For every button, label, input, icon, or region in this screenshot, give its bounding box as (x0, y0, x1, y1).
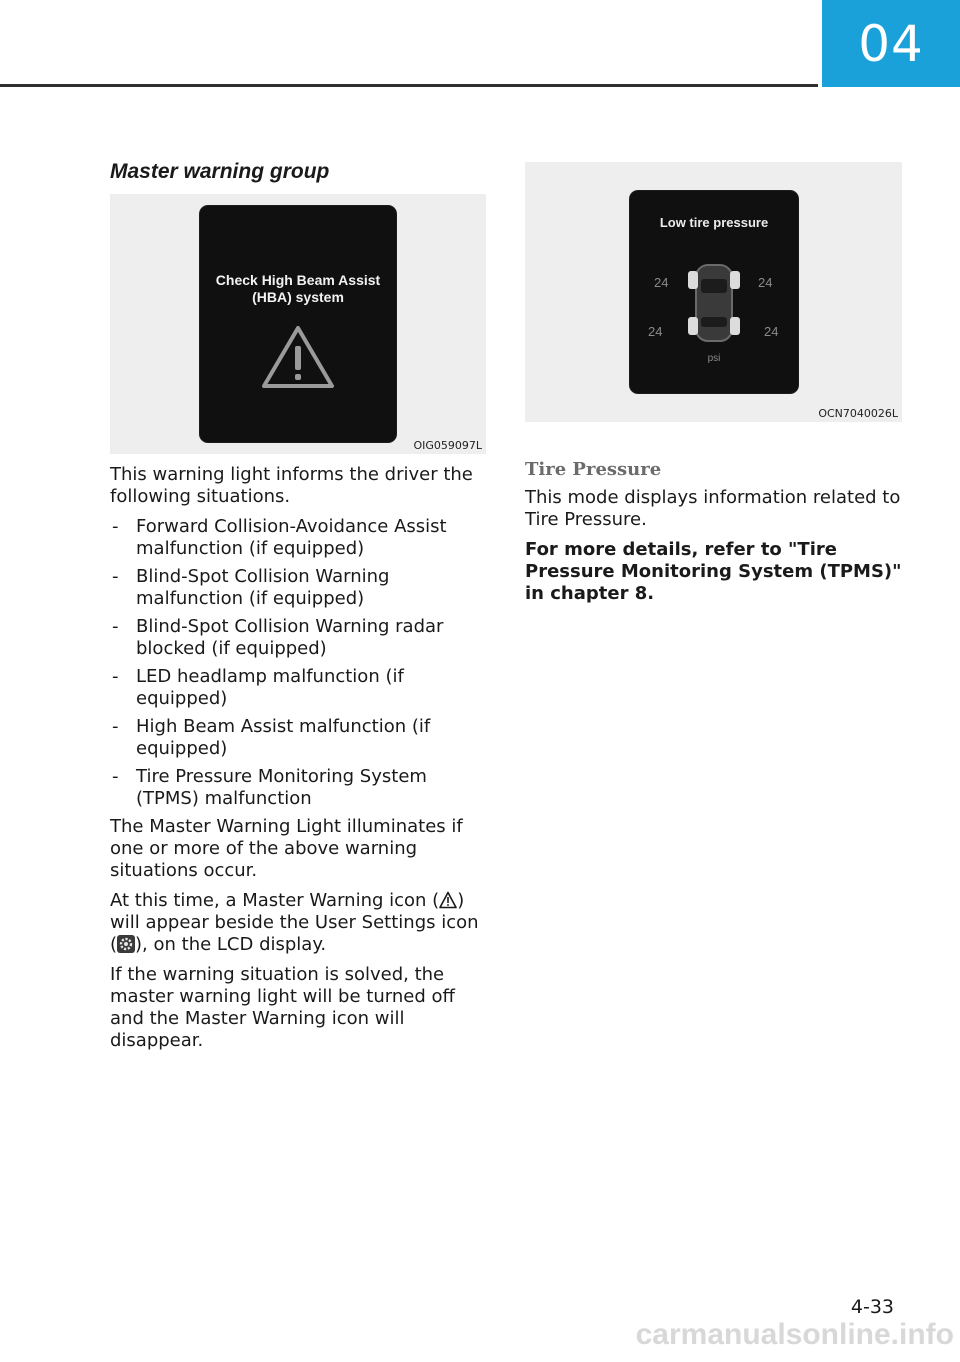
header-rule (0, 84, 818, 87)
list-item (110, 566, 490, 610)
tire-rear-left: 24 (648, 324, 663, 339)
list-item (110, 766, 490, 810)
warning-triangle-icon (260, 324, 336, 390)
figure-hba-warning (110, 194, 486, 454)
bullet-dash: - (112, 666, 119, 687)
resolution-paragraph: If the warning situation is solved, the master warning light will be turned off and the Master Warning icon will disappear. (110, 964, 455, 1051)
list-item (110, 516, 490, 560)
list-item-text: High Beam Assist malfunction (if equipped) (136, 716, 431, 759)
master-warning-icon (439, 891, 457, 909)
cluster-screen (200, 206, 396, 442)
list-item (110, 616, 490, 660)
list-item (110, 666, 490, 710)
icon-paragraph-part2: ) will appear beside the User Settings icon ( (110, 890, 479, 955)
list-item (110, 716, 490, 760)
icon-paragraph-part3: ), on the LCD display. (135, 934, 327, 955)
tire-pressure-title: Low tire pressure (659, 215, 769, 230)
tire-pressure-paragraph: This mode displays information related to Tire Pressure. (525, 487, 901, 530)
intro-paragraph: This warning light informs the driver the following situations. (110, 464, 473, 507)
tire-front-right: 24 (758, 275, 773, 290)
list-item-text: Blind-Spot Collision Warning malfunction (if equipped) (136, 566, 390, 609)
watermark: carmanualsonline.info (635, 1318, 954, 1351)
bullet-dash: - (112, 616, 119, 637)
figure-code: OCN7040026L (818, 407, 898, 420)
figure-code: OIG059097L (413, 439, 482, 452)
screen-message-line2: (HBA) system (252, 289, 344, 305)
user-settings-gear-icon (117, 935, 135, 953)
car-topview-icon (686, 261, 742, 345)
warning-list (110, 516, 490, 810)
chapter-tab: 04 (822, 0, 960, 87)
list-item-text: LED headlamp malfunction (if equipped) (136, 666, 404, 709)
screen-message-line1: Check High Beam Assist (215, 272, 381, 288)
bullet-dash: - (112, 766, 119, 787)
tire-rear-right: 24 (764, 324, 779, 339)
cluster-screen (630, 191, 798, 393)
bullet-dash: - (112, 516, 119, 537)
tire-front-left: 24 (654, 275, 669, 290)
page-number: 4-33 (850, 1296, 894, 1318)
tpms-reference-paragraph: For more details, refer to "Tire Pressure Monitoring System (TPMS)" in chapter 8. (525, 539, 902, 604)
icon-paragraph-part1: At this time, a Master Warning icon ( (110, 890, 440, 911)
figure-tire-pressure (525, 162, 902, 422)
left-column (110, 464, 490, 1060)
bullet-dash: - (112, 566, 119, 587)
pressure-unit: psi (707, 353, 721, 364)
list-item-text: Forward Collision-Avoidance Assist malfunction (if equipped) (136, 516, 447, 559)
illumination-paragraph: The Master Warning Light illuminates if one or more of the above warning situations occur. (110, 816, 463, 881)
screen-message (200, 272, 396, 306)
tire-pressure-subheading: Tire Pressure (525, 459, 662, 480)
section-title: Master warning group (110, 160, 330, 183)
bullet-dash: - (112, 716, 119, 737)
icon-paragraph (110, 890, 490, 956)
list-item-text: Tire Pressure Monitoring System (TPMS) malfunction (136, 766, 427, 809)
list-item-text: Blind-Spot Collision Warning radar blocked (if equipped) (136, 616, 444, 659)
right-column (525, 459, 905, 613)
